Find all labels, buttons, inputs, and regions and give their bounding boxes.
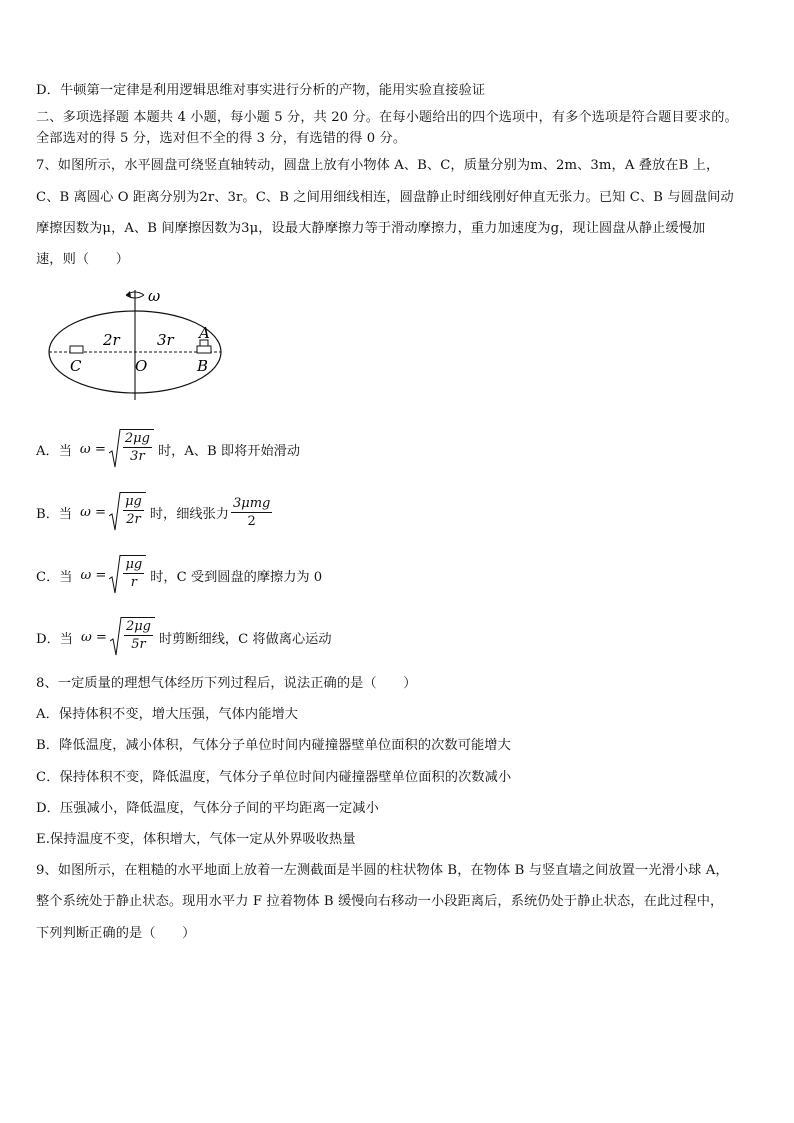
q7-option-d-omega: ω = xyxy=(80,629,107,645)
q8-option-c: C．保持体积不变，降低温度，气体分子单位时间内碰撞器壁单位面积的次数减小 xyxy=(36,770,512,785)
figure-label-b: B xyxy=(197,357,209,375)
q7-option-c-omega: ω = xyxy=(80,567,107,583)
q7-option-b-tension-num: 3μmg xyxy=(232,495,271,511)
figure-label-a: A xyxy=(199,324,210,342)
q7-stem-line2: C、B 离圆心 O 距离分别为2r、3r。C、B 之间用细线相连，圆盘静止时细线刚好伸直无张力。已知 C、B 与圆盘间动 xyxy=(36,190,734,205)
q7-option-c-num: μg xyxy=(125,557,143,572)
q7-option-b-tension-den: 2 xyxy=(247,513,256,529)
q7-option-d-sqrt xyxy=(110,617,155,657)
q7-option-a-sqrt xyxy=(109,429,154,469)
block-b xyxy=(197,346,211,353)
q7-option-b-num: μg xyxy=(125,494,142,509)
q7-option-b-text: 时，细线张力 xyxy=(149,506,229,522)
q7-option-c xyxy=(36,555,322,595)
section-heading-multiple-choice: 二、多项选择题 本题共 4 小题，每小题 5 分，共 20 分。在每小题给出的四个选项中，有多个选项是符合题目要求的。 xyxy=(36,110,738,125)
q7-disc-figure xyxy=(40,285,240,405)
q7-option-c-den: r xyxy=(130,575,137,590)
q7-stem-line4: 速，则（ ） xyxy=(36,252,130,267)
section-scoring-rule: 全部选对的得 5 分，选对但不全的得 3 分，有选错的得 0 分。 xyxy=(36,131,407,146)
q7-option-c-label: C．当 xyxy=(36,569,73,585)
q8-option-d: D．压强减小，降低温度，气体分子间的平均距离一定减小 xyxy=(36,801,379,816)
q7-option-c-sqrt xyxy=(109,555,146,595)
q8-option-b: B．降低温度，减小体积，气体分子单位时间内碰撞器壁单位面积的次数可能增大 xyxy=(36,738,511,753)
q7-option-d xyxy=(36,617,332,657)
q9-stem-line3: 下列判断正确的是（ ） xyxy=(36,926,196,941)
q9-stem-line1: 9、如图所示，在粗糙的水平地面上放着一左测截面是半圆的柱状物体 B，在物体 B 与竖直墙之间放置一光滑小球 A， xyxy=(36,863,729,878)
q7-option-d-label: D．当 xyxy=(36,631,73,647)
q7-option-a-label: A．当 xyxy=(36,443,72,459)
q7-option-d-text: 时剪断细线，C 将做离心运动 xyxy=(159,631,332,647)
q7-option-d-num: 2μg xyxy=(125,619,151,634)
q6-option-d: D．牛顿第一定律是利用逻辑思维对事实进行分析的产物，能用实验直接验证 xyxy=(36,83,486,98)
figure-label-2r: 2r xyxy=(103,331,120,349)
q7-stem-line1: 7、如图所示，水平圆盘可绕竖直轴转动，圆盘上放有小物体 A、B、C，质量分别为m、2m、3m，A 叠放在B 上， xyxy=(36,158,720,173)
figure-label-3r: 3r xyxy=(157,331,174,349)
figure-label-o: O xyxy=(135,357,148,375)
q7-option-d-den: 5r xyxy=(131,637,146,652)
q7-option-b-tension xyxy=(231,496,272,529)
q7-option-b xyxy=(36,492,272,532)
q7-option-a-den: 3r xyxy=(130,449,145,464)
q7-option-b-den: 2r xyxy=(126,512,141,527)
q7-option-c-text: 时，C 受到圆盘的摩擦力为 0 xyxy=(150,569,323,585)
q7-option-b-sqrt xyxy=(109,492,146,532)
q7-option-a-text: 时，A、B 即将开始滑动 xyxy=(157,443,301,459)
q7-option-a-num: 2μg xyxy=(124,431,150,446)
q8-option-e: E.保持温度不变，体积增大，气体一定从外界吸收热量 xyxy=(36,832,356,847)
q7-stem-line3: 摩擦因数为μ，A、B 间摩擦因数为3μ，设最大静摩擦力等于滑动摩擦力，重力加速度为g，现让圆盘从静止缓慢加 xyxy=(36,221,706,236)
q7-option-b-label: B．当 xyxy=(36,506,73,522)
q7-option-a-omega: ω = xyxy=(79,441,106,457)
figure-label-c: C xyxy=(70,357,82,375)
block-c xyxy=(70,346,83,353)
q8-stem: 8、一定质量的理想气体经历下列过程后，说法正确的是（ ） xyxy=(36,676,417,691)
q7-option-a xyxy=(36,429,300,469)
q8-option-a: A．保持体积不变，增大压强，气体内能增大 xyxy=(36,707,299,722)
q9-stem-line2: 整个系统处于静止状态。现用水平力 F 拉着物体 B 缓慢向右移动一小段距离后，系统仍处于静止状态，在此过程中， xyxy=(36,894,724,909)
figure-omega-label: ω xyxy=(148,287,161,305)
q7-option-b-omega: ω = xyxy=(80,504,107,520)
